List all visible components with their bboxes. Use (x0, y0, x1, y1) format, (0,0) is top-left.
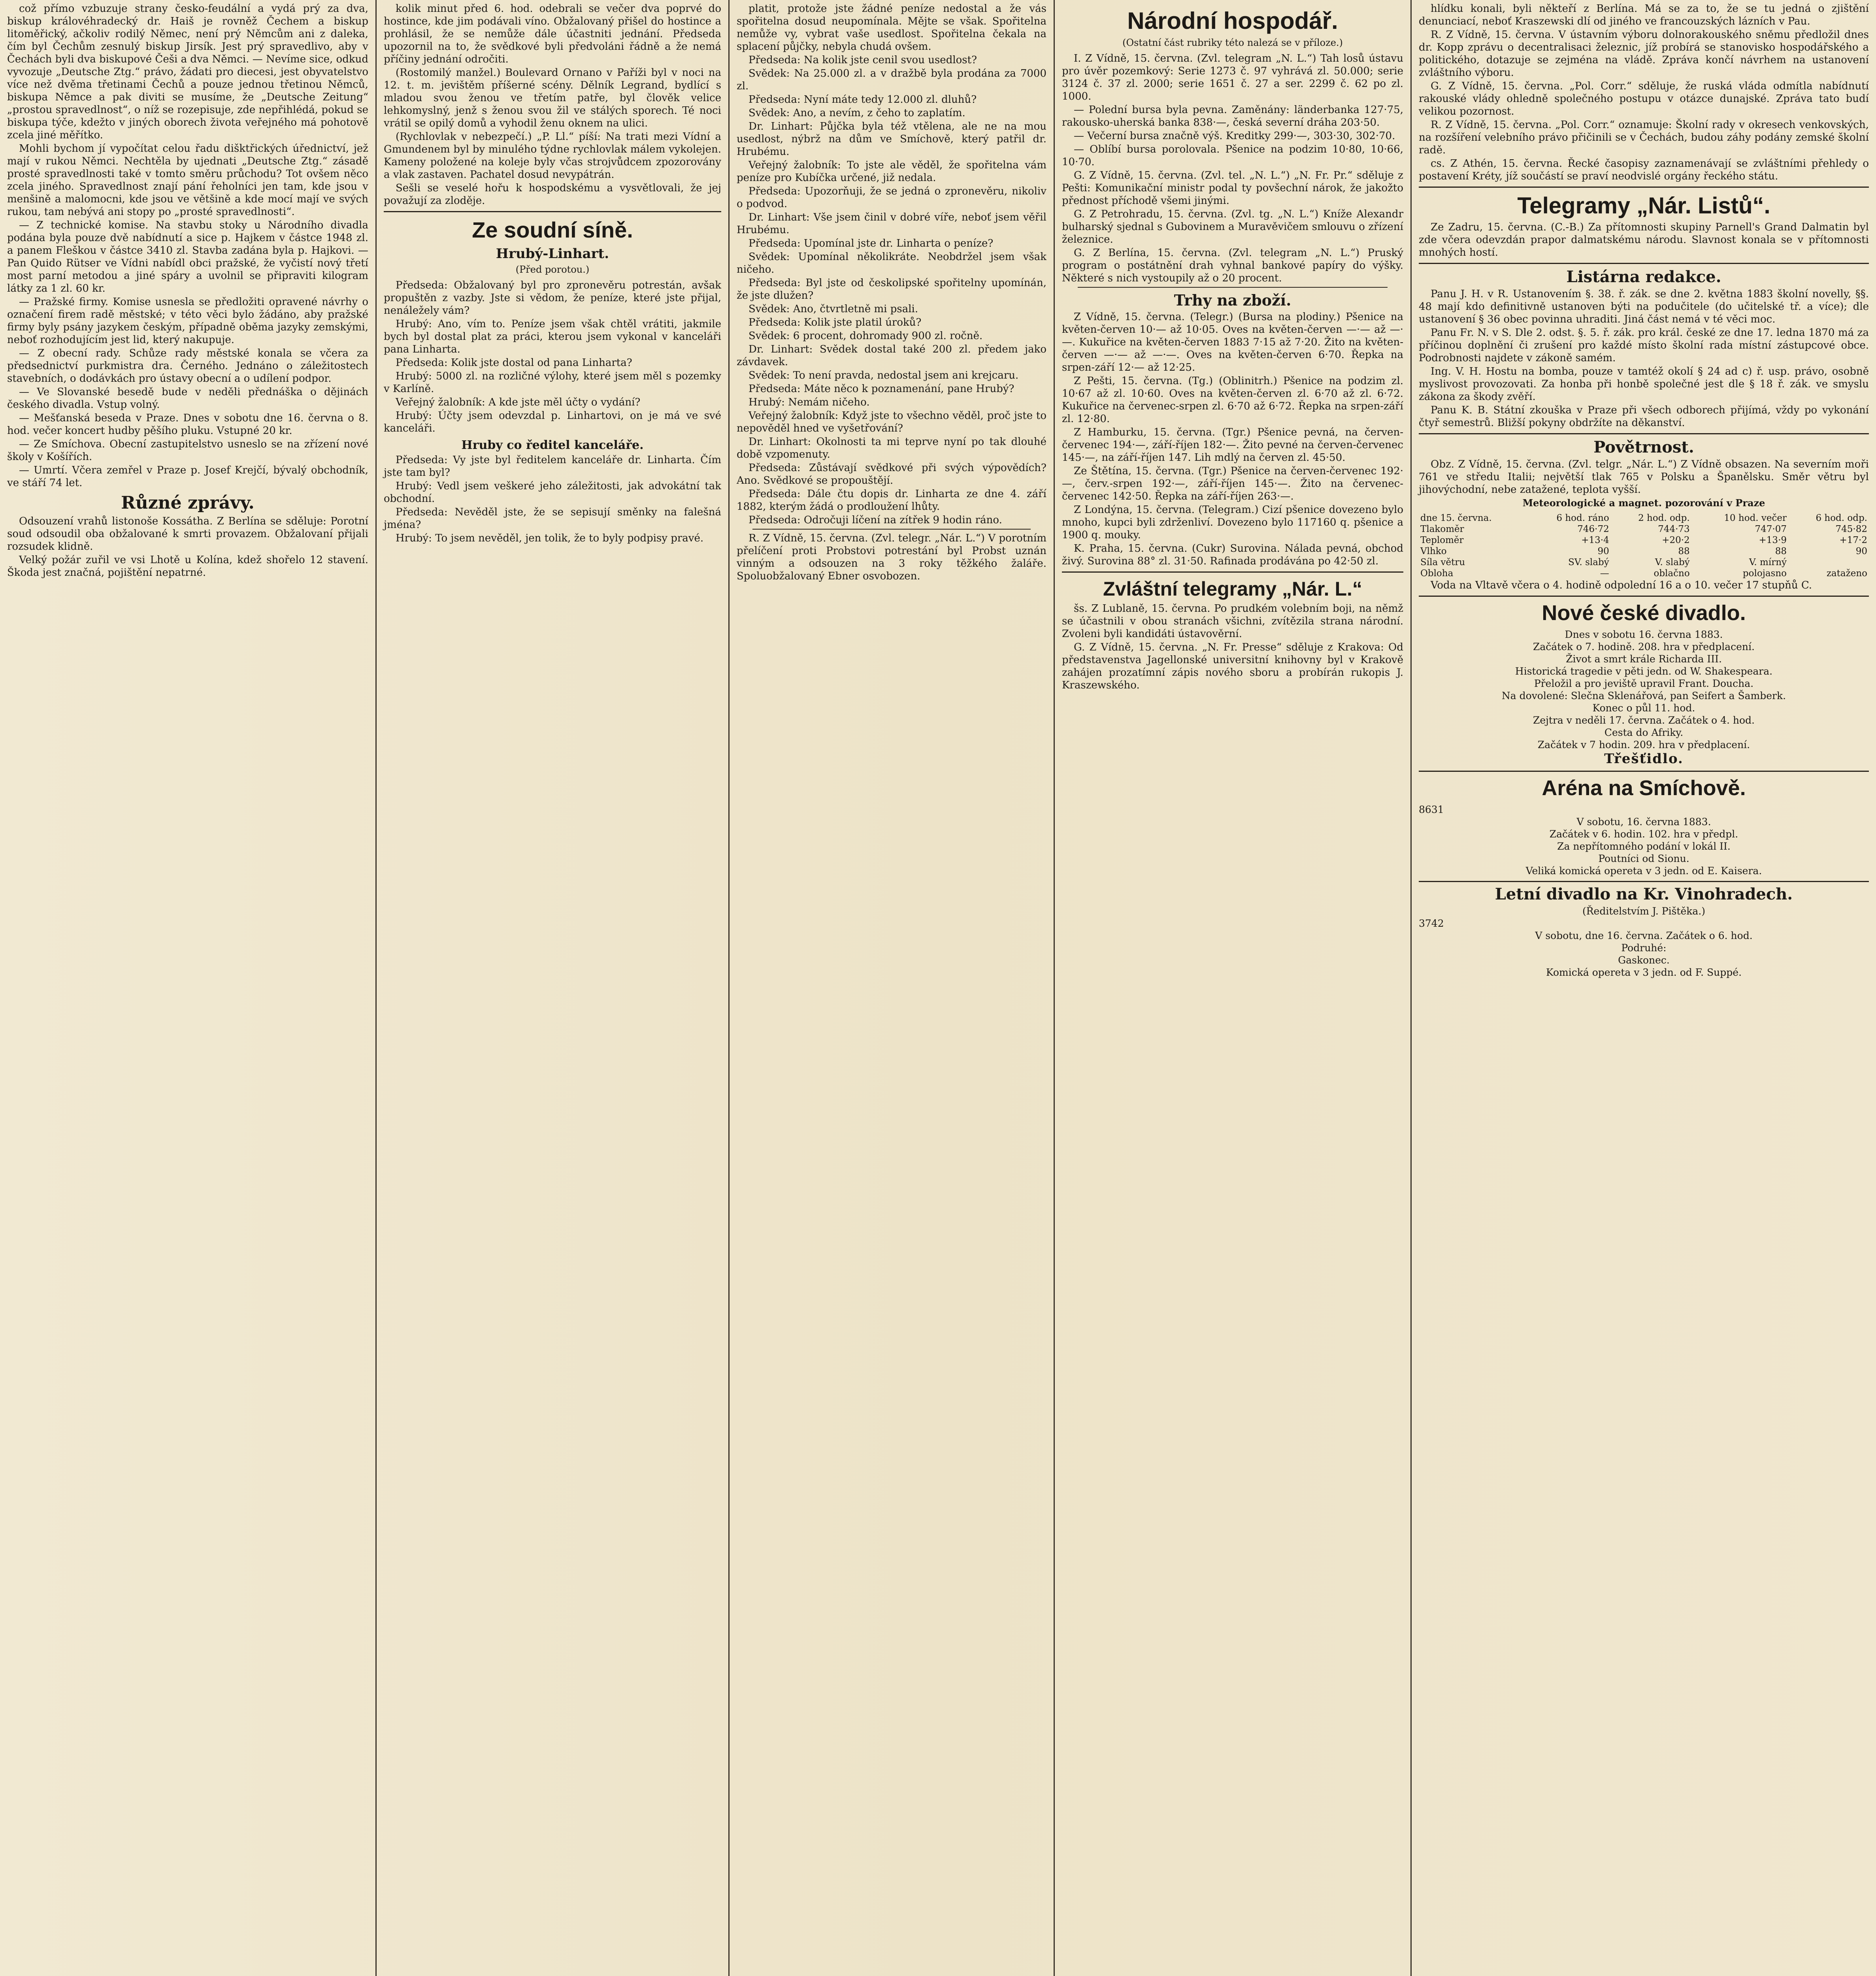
ad-line: V sobotu, 16. června 1883. (1576, 816, 1711, 828)
weather-cell (1788, 557, 1869, 568)
article-paragraph: Z Londýna, 15. června. (Telegram.) Cizí pšenice dovezeno bylo mnoho, kupci byli zdrženliví. Dovezeno bylo 117160 q. pšenice a 1900 q. mouky. (1062, 503, 1403, 541)
weather-cell: Oblohа (1420, 568, 1454, 579)
article-paragraph: G. Z Petrohradu, 15. června. (Zvl. tg. „N. L.“) Kníže Alexandr bulharský sjednal s Gubovinem a Muravěvičem smlouvu o zřízení železnice. (1062, 208, 1403, 245)
article-paragraph: Veřejný žalobník: To jste ale věděl, že spořitelna vám peníze pro Kubíčka určené, již nedala. (737, 159, 1046, 184)
col1-body (7, 2, 368, 489)
article-paragraph: — Ze Smíchova. Obecní zastupitelstvo usneslo se na zřízení nové školy v Košířích. (7, 438, 368, 463)
weather-cell: Tlakoměr (1420, 524, 1464, 534)
article-paragraph: Předseda: Nevěděl jste, že se sepisují směnky na falešná jména? (384, 506, 721, 531)
weather-note: Voda na Vltavě včera o 4. hodině odpolední 16 a o 10. večer 17 stupňů C. (1431, 579, 1812, 591)
weather-cell: V. mírný (1749, 557, 1787, 568)
section-heading-zvlastni-telegramy: Zvláštní telegramy „Nár. L.“ (1103, 577, 1362, 600)
article-paragraph: Hrubý: 5000 zl. na rozličné výlohy, které jsem měl s pozemky v Karlíně. (384, 370, 721, 395)
article-paragraph: Předseda: Upomínal jste dr. Linharta o peníze? (749, 238, 994, 249)
article-paragraph: R. Z Vídně, 15. června. V ústavním výboru dolnorakouského sněmu předložil dnes dr. Kopp zprávu o decentralisaci železnic, jíž probírá se stanovisko hospodářského a politického, dotazuje se zejména na vládě. Zpráva končí návrhem na ustanovení zvláštního výboru. (1419, 29, 1869, 79)
article-paragraph: Z Vídně, 15. června. (Telegr.) (Bursa na plodiny.) Pšenice na květen-červen 10·— až 10·05. Oves na květen-červen —·— až —·—. Kukuřice na květen-červen 1883 7·15 až 7·20. Žito na květen-červen —·— až —·—. Oves na květen-červen 6·70. Řepka na srpen-září 12·— až 12·25. (1062, 311, 1403, 373)
case-subheading: Hruby co ředitel kanceláře. (461, 438, 644, 452)
col3-body (737, 2, 1046, 526)
article-paragraph: Předseda: Na kolik jste cenil svou usedlost? (749, 54, 977, 66)
ad-line: Veliká komická opereta v 3 jedn. od E. Kaisera. (1525, 865, 1762, 877)
article-paragraph: G. Z Vídně, 15. června. (Zvl. tel. „N. L.“) „N. Fr. Pr.“ sděluje z Pešti: Komunikační ministr podal ty povšechní nárok, že jakožto přednost příchodě všemi jinými. (1062, 170, 1403, 207)
column-3 (730, 0, 1054, 1976)
col2-body-3 (384, 454, 721, 545)
ad-lines (1419, 930, 1869, 979)
article-paragraph: — Z technické komise. Na stavbu stoky u Národního divadla podána byla pouze dvě nabídnutí a sice p. Hajkem v částce 1948 zl. a panem Fleškou v částce 3410 zl. Stavba zadána byla p. Hajkovi. — Pan Quido Rütser ve Vídni nabídl obci pražské, že vyčistí nový třetí most parní metodou a jiné spáry a uvolnil se připraviti kilogram látky za 1 zl. 60 kr. (7, 219, 368, 294)
article-paragraph: Dr. Linhart: Půjčka byla též vtělena, ale ne na mou usedlost, nýbrž na dům ve Smíchově, který patřil dr. Hrubému. (737, 121, 1046, 158)
weather-cell: +17·2 (1839, 535, 1867, 545)
divider (1419, 881, 1869, 882)
telegram-paragraph: R. Z Vídně, 15. června. (Zvl. telegr. „Nár. L.“) V porotním přelíčení proti Probstovi potrestání byl Probst uznán vinným a odsouzen na 3 roky těžkého žaláře. Spoluobžalovaný Ebner osvobozen. (737, 532, 1046, 582)
article-paragraph: Svědek: Ano, čtvrtletně mi psali. (749, 303, 918, 315)
divider (1419, 263, 1869, 264)
article-paragraph: Panu K. B. Státní zkouška v Praze při všech odborech přijímá, vždy po vykonání čtyř semestrů. Bližší pokyny obdržíte na děkanství. (1419, 404, 1869, 429)
column-5 (1412, 0, 1876, 1976)
article-paragraph: hlídku konali, byli někteří z Berlína. Má se za to, že se tu jedná o zjištění denunciací, neboť Kraszewski dlí od jiného ve francouzských lázních v Pau. (1419, 3, 1869, 27)
article-paragraph: platit, protože jste žádné peníze nedostal a že vás spořitelna dosud neupomínala. Mějte se však. Spořitelna nemůže vy, vybrat vaše usedlost. Spořitelna čekala na splacení půjčky, nebyla chudá ovšem. (737, 3, 1046, 53)
ad-line: V sobotu, dne 16. června. Začátek o 6. hod. (1535, 930, 1753, 941)
article-paragraph: Z Hamburku, 15. června. (Tgr.) Pšenice pevná, na červen-červenec 194·—, září-říjen 182·—. Žito pevné na červen-červenec 145·—, na září-říjen 147. Lih mdlý na červen zl. 45·50. (1062, 426, 1403, 464)
weather-cell: zataženo (1826, 568, 1867, 579)
divider (384, 211, 721, 212)
article-paragraph: což přímo vzbuzuje strany česko-feudální a vydá prý za dva, biskup královéhradecký dr. Haiš je rovněž Čechem a biskup litoměřický, ačkoliv rodilý Němec, není prý Němcům ani z daleka, čím byl Čechům zesnulý biskup Jirsík. Jest prý spravedlivo, aby v Čechách byli dva biskupové Češi a dva Němci. — Nevíme sice, odkud vyvozuje „Deutsche Ztg.“ právo, žádati pro diecesi, jest obyvatelstvo více než dvěma třetinami Čechů a pouze jednou třetinou Němců, biskupa Němce a pak diviti se musíme, že „Deutsche Zeitung“ „prostou spravedlnost“, o níž se rozepisuje, zde nepřihlédá, pokud se biskupa týče, kdežto v jiných oborech života veřejného má pohotově zcela jiné měřítko. (7, 3, 368, 141)
section-heading-narodni-hospodar: Národní hospodář. (1127, 8, 1338, 34)
ad-title: Nové české divadlo. (1542, 601, 1746, 625)
article-paragraph: cs. Z Athén, 15. června. Řecké časopisy zaznamenávají se zvláštními přehledy o postavení Kréty, jíž součástí se praví neodvislé orgány řeckého státu. (1419, 158, 1869, 182)
article-paragraph: — Ve Slovanské besedě bude v neděli přednáška o dějinách českého divadla. Vstup volný. (7, 386, 368, 411)
weather-cell: +13·9 (1759, 535, 1787, 545)
article-paragraph: (Rychlovlak v nebezpečí.) „P. Ll.“ píší: Na trati mezi Vídní a Gmundenem byl by minulého týdne rychlovlak málem vykolejen. Kameny položené na koleje byly včas strojvůdcem zpozorovány a vlak zastaven. Pachatel dosud nevypátrán. (384, 131, 721, 181)
weather-cell: 744·73 (1658, 524, 1690, 534)
col2-body-2 (384, 279, 721, 435)
weather-cell: 88 (1678, 546, 1690, 556)
article-paragraph: — Umrtí. Včera zemřel v Praze p. Josef Krejčí, bývalý obchodník, ve stáří 74 let. (7, 464, 368, 489)
article-paragraph: Panu J. H. v R. Ustanovením §. 38. ř. zák. se dne 2. května 1883 školní novelly, §§. 48 mají kdo definitivně ustanoven býti na podučitele (do učitelské tř. a více); dle ustanovení § 36 obec povinna uhraditi. Jiná část nemá v té věci moc. (1419, 288, 1869, 325)
article-paragraph: K. Praha, 15. června. (Cukr) Surovina. Nálada pevná, obchod živý. Surovina 88° zl. 31·50. Rafinada prodávána po 42·50 zl. (1062, 542, 1403, 567)
article-paragraph: Svědek: 6 procent, dohromady 900 zl. ročně. (749, 330, 983, 342)
weather-cell: Vlhko (1420, 546, 1447, 556)
ad-lines (1419, 628, 1869, 751)
article-paragraph: Předseda: Byl jste od českolipské spořitelny upomínán, že jste dlužen? (737, 277, 1046, 302)
ad-line: Začátek o 7. hodině. 208. hra v předplacení. (1533, 641, 1755, 652)
weather-row (1419, 546, 1869, 557)
article-paragraph: Předseda: Zůstávají svědkové při svých výpovědích? Ano. Svědkové se propouštějí. (737, 462, 1046, 486)
article-paragraph: kolik minut před 6. hod. odebrali se večer dva poprvé do hostince, kde jim podávali víno. Obžalovaný přišel do hostince a prohlásil, že se nemůže dále účastniti jednání. Předseda upozornil na to, že svědkové byli předvoláni řádně a že nemá příčiny jednání odročiti. (384, 3, 721, 65)
article-paragraph: Předseda: Dále čtu dopis dr. Linharta ze dne 4. září 1882, kterým žádá o prodloužení lhůty. (737, 488, 1046, 513)
article-paragraph: Svědek: To není pravda, nedostal jsem ani krejcaru. (749, 370, 1019, 381)
weather-header-cell: 6 hod. odp. (1816, 513, 1867, 523)
weather-table (1419, 513, 1869, 579)
article-paragraph: Dr. Linhart: Vše jsem činil v dobré víře, neboť jsem věřil Hrubému. (737, 211, 1046, 236)
ad-line: Gaskonec. (1618, 954, 1670, 966)
column-2 (377, 0, 728, 1976)
article-paragraph: — Z obecní rady. Schůze rady městské konala se včera za předsednictví purkmistra dra. Černého. Jednáno o záležitostech stavebních, o dodávkách pro ústavy obecní a o udílení podpor. (7, 347, 368, 385)
divider (1062, 571, 1403, 573)
article-paragraph: G. Z Vídně, 15. června. „N. Fr. Presse“ sděluje z Krakova: Od představenstva Jagellonské universitní knihovny byl v Krakově zahájen prozatímní zápis nového sboru a probírán rukopis J. Kraszewského. (1062, 641, 1403, 691)
article-paragraph: Svědek: Upomínal několikráte. Neobdržel jsem však ničeho. (737, 251, 1046, 275)
weather-row (1419, 557, 1869, 568)
weather-cell: polojasno (1742, 568, 1787, 579)
article-paragraph: Hrubý: Ano, vím to. Peníze jsem však chtěl vrátiti, jakmile bych byl dostal plat za práci, kterou jsem vykonal v kanceláři pana Linharta. (384, 318, 721, 355)
article-paragraph: — Mešťanská beseda v Praze. Dnes v sobotu dne 16. června o 8. hod. večer koncert hudby pěšího pluku. Vstupné 20 kr. (7, 412, 368, 437)
weather-header-cell: dne 15. června. (1420, 513, 1492, 523)
col5-body (1419, 2, 1869, 183)
article-paragraph: Sešli se veselé hořu k hospodskému a vysvětlovali, že jej považují za zloděje. (384, 182, 721, 207)
ad-subtitle: (Ředitelstvím J. Pištěka.) (1582, 905, 1706, 917)
ad-line: Za nepřítomného podání v lokál II. (1557, 840, 1731, 852)
article-paragraph: Hrubý: Účty jsem odevzdal p. Linhartovi, on je má ve své kanceláři. (384, 409, 721, 434)
weather-row (1419, 524, 1869, 535)
ad-line: Dnes v sobotu 16. června 1883. (1565, 628, 1723, 640)
weather-cell: 747·07 (1755, 524, 1787, 534)
ad-number: 3742 (1419, 917, 1444, 929)
article-paragraph: Dr. Linhart: Svědek dostal také 200 zl. předem jako závdavek. (737, 343, 1046, 368)
col2-body (384, 2, 721, 207)
ad-line: Začátek v 6. hodin. 102. hra v předpl. (1549, 828, 1738, 840)
ad-letni-divadlo (1419, 886, 1869, 979)
weather-cell: V. slabý (1655, 557, 1690, 568)
article-paragraph: Předseda: Vy jste byl ředitelem kanceláře dr. Linharta. Čím jste tam byl? (384, 454, 721, 479)
weather-header-cell: 10 hod. večer (1724, 513, 1787, 523)
article-paragraph: Panu Fr. N. v S. Dle 2. odst. §. 5. ř. zák. pro král. české ze dne 17. ledna 1870 má za příčinou doplnění či zrušení pro každé místo školní rada místní zástupcové obce. Podrobnosti najdete v zákoně samém. (1419, 326, 1869, 364)
weather-cell: 88 (1775, 546, 1787, 556)
article-paragraph: Z Pešti, 15. června. (Tg.) (Oblinitrh.) Pšenice na podzim zl. 10·67 až zl. 10·60. Oves na květen-červen zl. 6·70 až zl. 6·72. Kukuřice na červenec-srpen zl. 6·70 až 6·72. Řepka na srpen-září zl. 12·80. (1062, 375, 1403, 425)
col4-trhy (1062, 311, 1403, 568)
ad-line: Na dovolené: Slečna Sklenářová, pan Seifert a Šamberk. (1501, 690, 1786, 701)
article-paragraph: Odsouzení vrahů listonoše Kossátha. Z Berlína se sděluje: Porotní soud odsoudil oba obžalované k smrti provazem. Obžalovaní přijali rozsudek klidně. (7, 515, 368, 552)
ad-title: Letní divadlo na Kr. Vinohradech. (1495, 884, 1793, 903)
ad-number: 8631 (1419, 803, 1444, 815)
ad-line: Přeložil a pro jeviště upravil Frant. Doucha. (1534, 677, 1754, 689)
article-paragraph: Hrubý: To jsem nevěděl, jen tolik, že to byly podpisy pravé. (396, 532, 704, 545)
weather-cell: — (1600, 568, 1609, 579)
ad-line: Začátek v 7 hodin. 209. hra v předplacení. (1537, 739, 1750, 750)
article-paragraph: Hrubý: Nemám ničeho. (749, 396, 870, 408)
case-subtitle: (Před porotou.) (515, 264, 590, 275)
divider (752, 529, 1031, 530)
weather-cell: 90 (1597, 546, 1609, 556)
article-paragraph: Hrubý: Vedl jsem veškeré jeho záležitosti, jak advokátní tak obchodní. (384, 480, 721, 505)
article-paragraph: — Polední bursa byla pevna. Zaměnány: länderbanka 127·75, rakousko-uherská banka 838·—, česká severní dráha 203·50. (1062, 104, 1403, 128)
weather-table-title: Meteorologické a magnet. pozorování v Praze (1522, 497, 1765, 509)
article-paragraph: Dr. Linhart: Okolnosti ta mi teprve nyní po tak dlouhé době vzpomenuty. (737, 436, 1046, 460)
ad-title: Aréna na Smíchově. (1542, 776, 1746, 800)
weather-row (1419, 535, 1869, 546)
column-4 (1055, 0, 1410, 1976)
article-paragraph: G. Z Vídně, 15. června. „Pol. Corr.“ sděluje, že ruská vláda odmítla nabídnutí rakouské vlády ohledně společného postupu v otázce dunajské. Zpráva tato budí velikou pozornost. (1419, 80, 1869, 117)
weather-cell: SV. slabý (1568, 557, 1609, 568)
article-paragraph: Ing. V. H. Hostu na bomba, pouze v tamtéž okolí § 24 ad c) ř. usp. právo, osobně myslivost provozovati. Za honba při honbě společné jest dle § 18 ř. zák. ve smyslu zákona za škody zvěří. (1419, 365, 1869, 403)
ad-line: Poutníci od Sionu. (1598, 852, 1689, 864)
divider (1419, 596, 1869, 597)
article-paragraph: Veřejný žalobník: A kde jste měl účty o vydání? (396, 396, 641, 408)
article-paragraph: I. Z Vídně, 15. června. (Zvl. telegram „N. L.“) Tah losů ústavu pro úvěr pozemkový: Serie 1273 č. 97 vyhrává zl. 50.000; serie 3124 č. 37 zl. 2000; serie 1651 č. 27 a ser. 2299 č. 62 po zl. 1000. (1062, 53, 1403, 102)
weather-cell: Teploměr (1420, 535, 1464, 545)
section-heading-telegramy: Telegramy „Nár. Listů“. (1517, 193, 1770, 219)
ad-nove-ceske-divadlo (1419, 601, 1869, 767)
article-paragraph: šs. Z Lublaně, 15. června. Po prudkém volebním boji, na němž se účastnili v obou stranách všichni, zvítězila strana národní. Zvoleni byli kandidáti ústavověrní. (1062, 602, 1403, 640)
weather-cell: 90 (1855, 546, 1867, 556)
ad-line: Podruhé: (1621, 942, 1667, 954)
article-paragraph: Předseda: Nyní máte tedy 12.000 zl. dluhů? (749, 94, 977, 106)
col4-telegrams (1062, 602, 1403, 692)
weather-cell: Síla větru (1420, 557, 1465, 568)
col1-body-2 (7, 515, 368, 579)
article-paragraph: Veřejný žalobník: Když jste to všechno věděl, proč jste to nepověděl hned ve vyšetřování? (737, 410, 1046, 434)
weather-cell: +20·2 (1662, 535, 1690, 545)
section-heading-ruzne-zpravy: Různé zprávy. (121, 493, 255, 513)
ad-line: Komická opereta v 3 jedn. od F. Suppé. (1546, 966, 1742, 978)
weather-text: Obz. Z Vídně, 15. června. (Zvl. telgr. „Nár. L.“) Z Vídně obsazen. Na severním moři 761 ve středu Italii; největší tlak 765 v Polsku a Španělsku. Směr větru byl jihovýchodní, nebe zatažené, teplota vyšší. (1419, 458, 1869, 496)
divider (1419, 771, 1869, 772)
article-paragraph: Předseda: Obžalovaný byl pro zpronevěru potrestán, avšak propuštěn z vazby. Jste si vědom, že peníze, které jste přijal, nenáležely vám? (384, 279, 721, 317)
article-paragraph: — Pražské firmy. Komise usnesla se předložiti opravené návrhy o označení firem radě městské; v této věci bylo žádáno, aby pražské firmy byly psány jazykem českým, případně oběma jazyky zemskými, neboť rozhodujícím jest lid, který nakupuje. (7, 296, 368, 346)
weather-header-cell: 6 hod. ráno (1556, 513, 1609, 523)
divider (1419, 187, 1869, 188)
section-heading-listarna: Listárna redakce. (1566, 267, 1721, 286)
article-paragraph: R. Z Vídně, 15. června. „Pol. Corr.“ oznamuje: Školní rady v okresech venkovských, na rozšíření velebního právo přičinili se v Čechách, budou záhy podány zemské školní radě. (1419, 119, 1869, 156)
article-paragraph: Svědek: Ano, a nevím, z čeho to zaplatím. (749, 107, 965, 119)
ad-arena-smichov (1419, 776, 1869, 877)
section-heading-trhy: Trhy na zboží. (1174, 291, 1292, 309)
article-paragraph: Předseda: Máte něco k poznamenání, pane Hrubý? (749, 383, 1014, 395)
col5-listarna (1419, 288, 1869, 429)
ad-line: Konec o půl 11. hod. (1592, 702, 1695, 714)
weather-cell: oblačno (1654, 568, 1690, 579)
article-paragraph: G. Z Berlína, 15. června. (Zvl. telegram „N. L.“) Pruský program o postátnění drah vyhnal bankové papíry do výšky. Některé s nich vystoupily až o 20 procent. (1062, 247, 1403, 284)
section-heading-povetrnost: Povětrnost. (1593, 437, 1694, 456)
ad-line: Zejtra v neděli 17. června. Začátek o 4. hod. (1533, 714, 1755, 726)
article-paragraph: Svědek: Na 25.000 zl. a v dražbě byla prodána za 7000 zl. (737, 68, 1046, 92)
article-paragraph: Předseda: Kolik jste dostal od pana Linharta? (396, 356, 632, 369)
article-paragraph: — Oblíbí bursa porolovala. Pšenice na podzim 10·80, 10·66, 10·70. (1062, 143, 1403, 168)
article-paragraph: Předseda: Upozorňuji, že se jedná o zpronevěru, nikoliv o podvod. (737, 185, 1046, 210)
article-paragraph: Velký požár zuřil ve vsi Lhotě u Kolína, kdež shořelo 12 stavení. Škoda jest značná, pojištění nepatrné. (7, 554, 368, 579)
ad-line: Historická tragedie v pěti jedn. od W. Shakespeara. (1515, 665, 1773, 677)
article-paragraph: Ze Štětína, 15. června. (Tgr.) Pšenice na červen-červenec 192·—, červ.-srpen 192·—, září-říjen 145·—. Žito na červenec-červenec 142·50. Řepka na září-říjen 263·—. (1062, 465, 1403, 502)
article-paragraph: Mohli bychom jí vypočítat celou řadu dišktřických úřednictví, jež mají v rukou Němci. Nechtěla by ujednati „Deutsche Ztg.“ zásadě prosté spravedlnosti také v tomto směru průchodu? Tot ovšem něco zcela jiného. Spravedlnost znají pání řeholníci jen tam, kde jsou v menšině a malomocni, kde jsou ve většině a kde mocí mají ve svých rukou, tam nebývá ani stopy po „prosté spravedlnosti“. (7, 143, 368, 218)
ad-lines (1419, 816, 1869, 877)
weather-cell: +13·4 (1581, 535, 1609, 545)
divider (1078, 287, 1388, 288)
section-subtitle: (Ostatní část rubriky této nalezá se v příloze.) (1122, 37, 1343, 48)
column-1 (0, 0, 375, 1976)
weather-cell: 745·82 (1835, 524, 1867, 534)
article-paragraph: Předseda: Odročuji líčení na zítřek 9 hodin ráno. (749, 514, 1002, 526)
divider (1419, 433, 1869, 434)
ad-line: Život a smrt krále Richarda III. (1566, 653, 1722, 665)
ad-line: Cesta do Afriky. (1604, 726, 1684, 738)
article-paragraph: (Rostomilý manžel.) Boulevard Ornano v Paříži byl v noci na 12. t. m. jevištěm příšerné scény. Dělník Legrand, bydlící s mladou svou ženou ve třetím patře, byl člověk velice lehkomyslný, jenž s ženou svou žil ve stálých sporech. Té noci vrátil se opilý domů a vyhodil ženu oknem na ulici. (384, 67, 721, 129)
weather-cell: 746·72 (1577, 524, 1609, 534)
article-paragraph: Předseda: Kolik jste platil úroků? (749, 317, 922, 328)
case-title: Hrubý-Linhart. (496, 245, 609, 262)
section-heading-soudni-sin: Ze soudní síně. (472, 217, 633, 242)
weather-header-cell: 2 hod. odp. (1638, 513, 1690, 523)
article-paragraph: — Večerní bursa značně výš. Kreditky 299·—, 303·30, 302·70. (1074, 130, 1395, 142)
weather-row (1419, 568, 1869, 579)
col4-body (1062, 52, 1403, 285)
ad-tresidlo: Třešťidlo. (1604, 750, 1684, 767)
telegram-paragraph: Ze Zadru, 15. června. (C.-B.) Za přítomnosti skupiny Parnell's Grand Dalmatin byl zde včera odevzdán prapor dalmatskému národu. Slavnost konala se v přítomnosti mnohých hostí. (1419, 221, 1869, 258)
